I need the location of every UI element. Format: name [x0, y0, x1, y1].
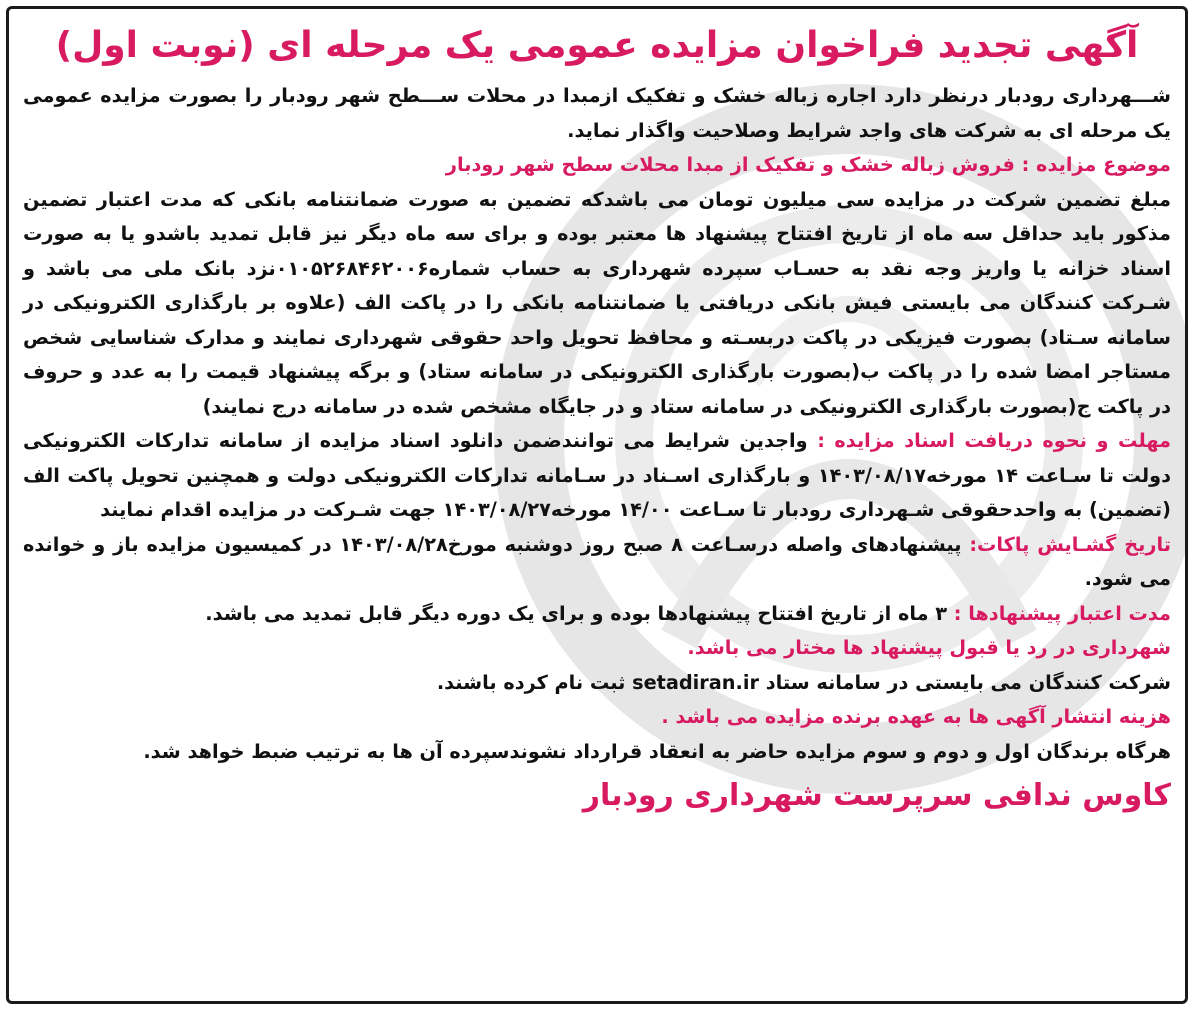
validity-label: مدت اعتبار پیشنهادها : [953, 601, 1171, 625]
winners-paragraph: هرگاه برندگان اول و دوم و سوم مزایده حاضر به انعقاد قرارداد نشوندسپرده آن ها به ترتیب ضبط خواهد شد. [143, 739, 1171, 763]
guarantee-paragraph: مبلغ تضمین شرکت در مزایده سی میلیون تومان می باشدکه تضمین به صورت ضمانتنامه بانکی که مدت اعتبار تضمین مذکور باید حداقل سه ماه از تاریخ افتتاح پیشنهاد ها معتبر بوده و برای سه ماه دیگر نیز قابل تمدید باشدو یا به صورت اسناد خزانه یا واریز وجه نقد به حسـاب سپرده شهرداری به حساب شماره۰۱۰۵۲۶۸۴۶۲۰۰۶نزد بانک ملی می باشد و شـرکت کنندگان می بایستی فیش بانکی دریافتی یا ضمانتنامه بانکی را در پاکت الف (علاوه بر بارگذاری الکترونیکی در سامانه سـتاد) بصورت فیزیکی در پاکت دربسـته و محافظ تحویل واحد حقوقی شهرداری نمایند و مدارک شناسایی شخص مستاجر امضا شده را در پاکت ب(بصورت بارگذاری الکترونیکی در سامانه ستاد) و برگه پیشنهاد قیمت را به عدد و حروف در پاکت ج(بصورت بارگذاری الکترونیکی در سامانه ستاد و در جایگاه مشخص شده در سامانه درج نمایند) [23, 187, 1171, 418]
signature: کاوس ندافی سرپرست شهرداری رودبار [582, 778, 1171, 813]
registration-before: شرکت کنندگان می بایستی در سامانه ستاد [758, 670, 1171, 694]
intro-paragraph: شـــهرداری رودبار درنظر دارد اجاره زباله خشک و تفکیک ازمبدا در محلات ســـطح شهر رودبار را بصورت مزایده عمومی یک مرحله ای به شرکت های واجد شرایط وصلاحیت واگذار نماید. [23, 84, 1171, 142]
cost-statement: هزینه انتشار آگهی ها به عهده برنده مزایده می باشد . [661, 705, 1171, 728]
rejection-statement: شهرداری در رد یا قبول پیشنهاد ها مختار می باشد. [687, 636, 1171, 659]
deadline-text: واجدین شرایط می توانندضمن دانلود اسناد مزایده از سامانه تدارکات الکترونیکی دولت تا سـاعت ۱۴ مورخه۱۴۰۳/۰۸/۱۷ و بارگذاری اسـناد در سـامانه تدارکات الکترونیکی دولت و همچنین تحویل پاکت الف (تضمین) به واحدحقوقی شـهرداری رودبار تا سـاعت ۱۴/۰۰ مورخه۱۴۰۳/۰۸/۲۷ جهت شـرکت در مزایده اقدام نمایند [23, 429, 1172, 521]
validity-paragraph [23, 597, 1171, 632]
deadline-label: مهلت و نحوه دریافت اسناد مزایده : [817, 429, 1171, 452]
opening-text: پیشنهادهای واصله درسـاعت ۸ صبح روز دوشنبه مورخ۱۴۰۳/۰۸/۲۸ در کمیسیون مزایده باز و خوانده می شود. [23, 532, 1171, 590]
opening-paragraph [23, 528, 1171, 597]
subject-heading: موضوع مزایده : فروش زباله خشک و تفکیک از مبدا محلات سطح شهر رودبار [445, 153, 1171, 176]
registration-after: ثبت نام کرده باشند. [436, 670, 633, 694]
validity-text: ۳ ماه از تاریخ افتتاح پیشنهادها بوده و برای یک دوره دیگر قابل تمدید می باشد. [205, 601, 954, 625]
deadline-paragraph [23, 424, 1171, 528]
auction-notice [6, 6, 1188, 1004]
opening-label: تاریخ گشـایش پاکات: [969, 532, 1171, 556]
registration-paragraph [23, 666, 1171, 701]
notice-title: آگهی تجدید فراخوان مزایده عمومی یک مرحله ای (نوبت اول) [55, 25, 1139, 66]
setadiran-link[interactable]: setadiran.ir [632, 670, 759, 694]
